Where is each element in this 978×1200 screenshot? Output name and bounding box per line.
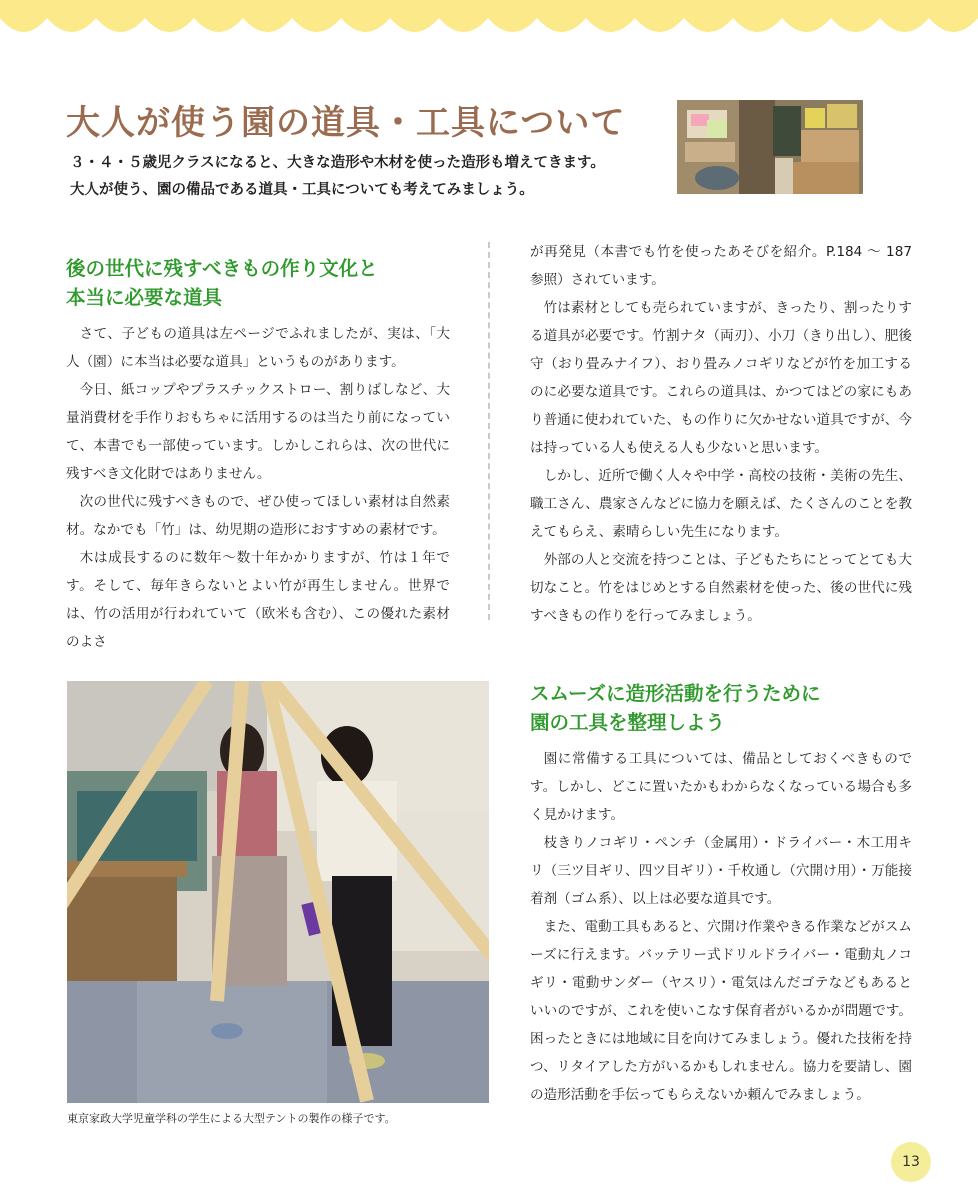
paragraph: 竹は素材としても売られていますが、きったり、割ったりする道具が必要です。竹割ナタ（両刃）、小刀（きり出し）、肥後守（おり畳みナイフ）、おり畳みノコギリなどが竹を加工するのに必要な道具です。これらの道具は、かつてはどの家にもあり普通に使われていた、もの作りに欠かせない道具ですが、今は持っている人も使える人も少ないと思います。: [530, 300, 912, 456]
paragraph: さて、子どもの道具は左ページでふれましたが、実は、「大人（園）に本当は必要な道具」というものがあります。: [66, 326, 450, 370]
section1-heading: [66, 254, 378, 312]
paragraph-continuation: が再発見（本書でも竹を使ったあそびを紹介。P.184 〜 187 参照）されています。: [530, 244, 912, 288]
top-wave-border: [0, 0, 978, 40]
storage-room-photo: [677, 100, 863, 194]
section1-heading-line: 本当に必要な道具: [66, 286, 223, 309]
paragraph: 園に常備する工具については、備品としておくべきものです。しかし、どこに置いたかもわからなくなっている場合も多く見かけます。: [530, 751, 912, 823]
section1-heading-line: 後の世代に残すべきもの作り文化と: [66, 257, 378, 280]
photo-caption: 東京家政大学児童学科の学生による大型テントの製作の様子です。: [67, 1112, 396, 1125]
section2-heading: [530, 679, 821, 737]
paragraph: 木は成長するのに数年〜数十年かかりますが、竹は１年です。そして、毎年きらないとよい竹が再生しません。世界では、竹の活用が行われていて（欧米も含む）、この優れた素材のよさ: [66, 550, 450, 650]
intro-text: [70, 150, 670, 204]
page-number-badge: [891, 1142, 931, 1182]
page-title: 大人が使う園の道具・工具について: [66, 103, 626, 143]
paragraph: 枝きりノコギリ・ペンチ（金属用）・ドライバー・木工用キリ（三ツ目ギリ、四ツ目ギリ）・千枚通し（穴開け用）・万能接着剤（ゴム系）、以上は必要な道具です。: [530, 835, 912, 907]
column-divider: [488, 242, 490, 620]
paragraph: 外部の人と交流を持つことは、子どもたちにとってとても大切なこと。竹をはじめとする自然素材を使った、後の世代に残すべきもの作りを行ってみましょう。: [530, 552, 912, 624]
paragraph: また、電動工具もあると、穴開け作業やきる作業などがスムーズに行えます。バッテリー式ドリルドライバー・電動丸ノコギリ・電動サンダー（ヤスリ）・電気はんだゴテなどもあるといいのですが、これを使いこなす保育者がいるかが問題です。困ったときには地域に目を向けてみましょう。優れた技術を持つ、リタイアした方がいるかもしれません。協力を要請し、園の造形活動を手伝ってもらえないか頼んでみましょう。: [530, 919, 912, 1103]
section1-left-column: [66, 320, 450, 656]
page-number: 13: [902, 1154, 920, 1170]
paragraph: 次の世代に残すべきもので、ぜひ使ってほしい素材は自然素材。なかでも「竹」は、幼児期の造形におすすめの素材です。: [66, 494, 450, 538]
section2-heading-line: 園の工具を整理しよう: [530, 711, 726, 734]
intro-line: ３・４・５歳児クラスになると、大きな造形や木材を使った造形も増えてきます。: [70, 155, 605, 171]
intro-line: 大人が使う、園の備品である道具・工具についても考えてみましょう。: [70, 182, 534, 198]
paragraph: しかし、近所で働く人々や中学・高校の技術・美術の先生、職工さん、農家さんなどに協力を願えば、たくさんのことを教えてもらえ、素晴らしい先生になります。: [530, 468, 912, 540]
section2-column: [530, 745, 912, 1109]
tent-making-photo: [67, 681, 489, 1103]
section2-heading-line: スムーズに造形活動を行うために: [530, 682, 821, 705]
section1-right-column: [530, 238, 912, 630]
paragraph: 今日、紙コップやプラスチックストロー、割りばしなど、大量消費材を手作りおもちゃに活用するのは当たり前になっていて、本書でも一部使っています。しかしこれらは、次の世代に残すべき文化財ではありません。: [66, 382, 450, 482]
